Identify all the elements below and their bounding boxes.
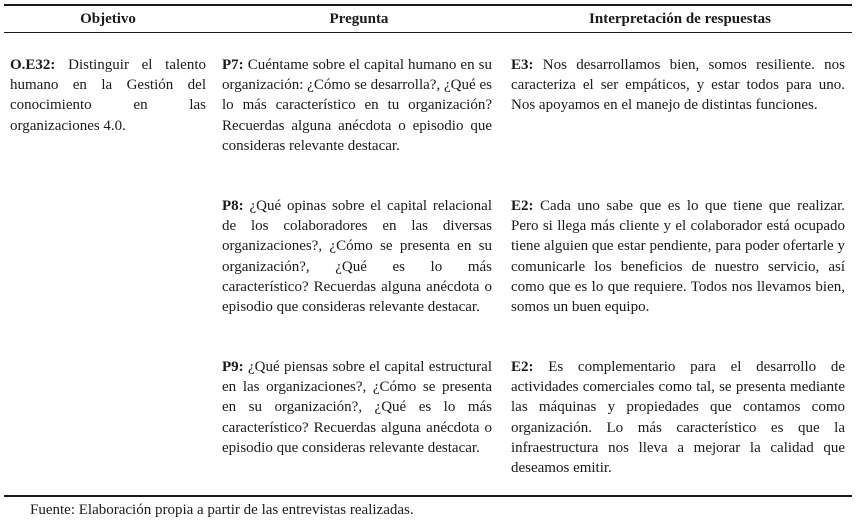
question-text: ¿Qué opinas sobre el capital relacional de los colaboradores en las diversas organizaciones?, ¿Cómo se presenta en su organización?, ¿Qué es lo más característico? Recuerdas alguna anécdota o episodio que consideras relevante destacar.: [222, 198, 492, 316]
objective-text: Distinguir el talento humano en la Gestión del conocimiento en las organizaciones 4.0.: [10, 57, 206, 134]
answer-cell-p9: [511, 357, 845, 478]
question-text: ¿Qué piensas sobre el capital estructural en las organizaciones?, ¿Cómo se presenta en su organización?, ¿Qué es lo más característico? Recuerdas alguna anécdota o episodio que consideras relevante destacar.: [222, 359, 492, 456]
question-cell-p7: [222, 55, 492, 156]
question-text: Cuéntame sobre el capital humano en su organización: ¿Cómo se desarrolla?, ¿Qué es lo más característico en tu organización? Recuerdas alguna anécdota o episodio que consideras relevante destacar.: [222, 57, 492, 154]
question-code: P9:: [222, 359, 244, 375]
question-code: P7:: [222, 57, 244, 73]
answer-text: Es complementario para el desarrollo de actividades comerciales como tal, se presenta mediante las máquinas y propiedades que contamos como organización. Lo más característico es que la infraestructura nos lleva a mejorar la calidad que deseamos emitir.: [511, 359, 845, 477]
table-top-rule: [4, 4, 852, 6]
question-code: P8:: [222, 198, 244, 214]
answer-cell-p7: [511, 55, 845, 116]
header-pregunta: Pregunta: [329, 11, 389, 27]
header-objetivo: Objetivo: [80, 11, 136, 27]
answer-cell-p8: [511, 196, 845, 317]
answer-text: Cada uno sabe que es lo que tiene que realizar. Pero si llega más cliente y el colaborador está ocupado tiene alguien que estar pendiente, para poder ofertarle y comunicarle los beneficios de nuestro servicio, así como que es lo que requiere. Todos nos llevamos bien, somos un buen equipo.: [511, 198, 845, 316]
table-bottom-rule: [4, 495, 852, 497]
objective-code: O.E32:: [10, 57, 56, 73]
answer-code: E2:: [511, 198, 534, 214]
answer-code: E3:: [511, 57, 534, 73]
header-interpretacion: Interpretación de respuestas: [589, 11, 771, 27]
answer-code: E2:: [511, 359, 534, 375]
table-source-note: Fuente: Elaboración propia a partir de las entrevistas realizadas.: [30, 502, 414, 518]
answer-text: Nos desarrollamos bien, somos resiliente. nos caracteriza el ser empáticos, y estar todos para uno. Nos apoyamos en el manejo de distintas funciones.: [511, 57, 845, 114]
table-header-rule: [4, 32, 852, 33]
objective-cell: [10, 55, 206, 136]
question-cell-p9: [222, 357, 492, 458]
question-cell-p8: [222, 196, 492, 317]
